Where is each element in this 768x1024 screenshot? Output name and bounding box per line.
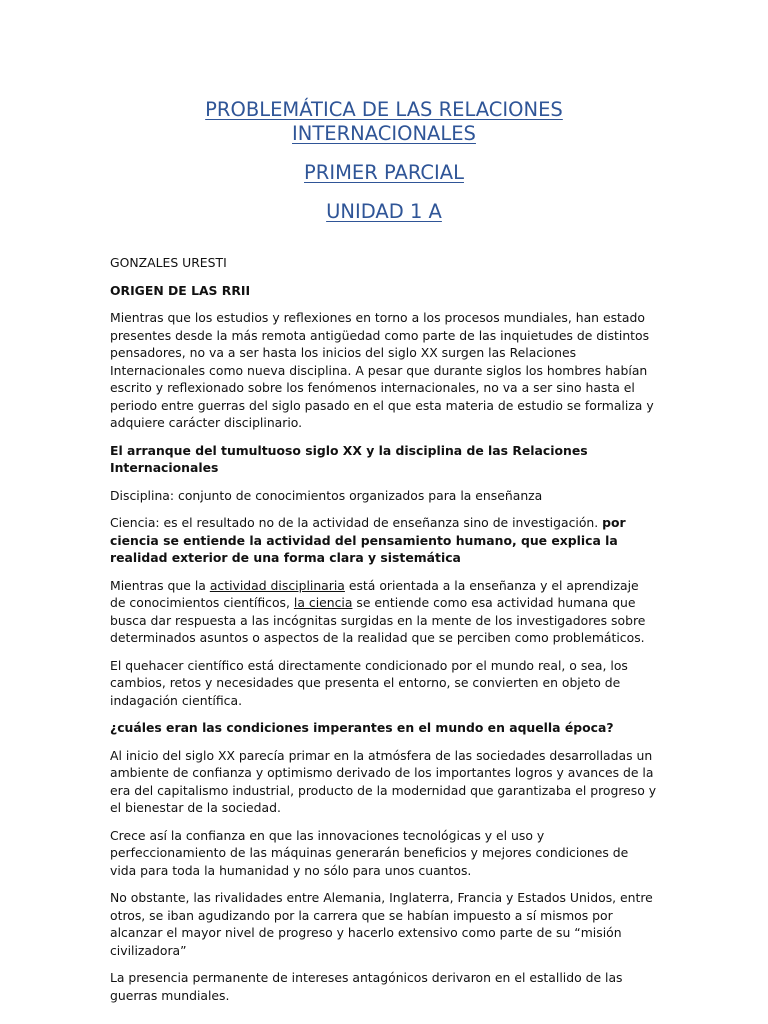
paragraph-inicio-siglo: Al inicio del siglo XX parecía primar en la atmósfera de las sociedades desarrolladas un ambiente de confianza y optimismo derivado de los importantes logros y avances de la era del capitalismo industrial, producto de la modernidad que garantizaba el progreso y el bienestar de la sociedad. [110, 747, 657, 815]
mientras-text-2: está orientada a la enseñanza y el aprendizaje de conocimientos científicos, [110, 577, 639, 610]
subtitle-primer-parcial: PRIMER PARCIAL [304, 161, 464, 184]
paragraph-disciplina: Disciplina: conjunto de conocimientos organizados para la enseñanza [110, 487, 543, 503]
document-body [110, 254, 658, 1004]
author-line: GONZALES URESTI [110, 255, 227, 270]
title-line-1: PROBLEMÁTICA DE LAS RELACIONES [205, 98, 563, 121]
mientras-text-3: se entiende como esa actividad humana que busca dar respuesta a las incógnitas surgidas en la mente de los investigadores sobre determinados asuntos o aspectos de la realidad que se perciben como problemáticos. [110, 595, 646, 645]
underlined-la-ciencia: la ciencia [293, 595, 353, 610]
paragraph-no-obstante: No obstante, las rivalidades entre Alemania, Inglaterra, Francia y Estados Unidos, entre otros, se iban agudizando por la carrera que se habían impuesto a sí mismos por alcanzar el mayor nivel de progreso y hacerlo extensivo como parte de su “misión civilizadora” [110, 890, 653, 958]
paragraph-presencia: La presencia permanente de intereses antagónicos derivaron en el estallido de las guerras mundiales. [110, 970, 623, 1003]
question-heading: ¿cuáles eran las condiciones imperantes en el mundo en aquella época? [110, 720, 614, 735]
section-heading: ORIGEN DE LAS RRII [110, 282, 251, 298]
paragraph-origen: Mientras que los estudios y reflexiones en torno a los procesos mundiales, han estado presentes desde la más remota antigüedad como parte de las inquietudes de distintos pensadores, no va a ser hasta los inicios del siglo XX surgen las Relaciones Internacionales como nueva disciplina. A pesar que durante siglos los hombres habían escrito y reflexionado sobre los fenómenos internacionales, no va a ser sino hasta el periodo entre guerras del siglo pasado en el que esta materia de estudio se formaliza y adquiere carácter disciplinario. [110, 310, 654, 430]
ciencia-definition-text: Ciencia: es el resultado no de la actividad de enseñanza sino de investigación. [110, 515, 603, 530]
paragraph-quehacer: El quehacer científico está directamente condicionado por el mundo real, o sea, los cambios, retos y necesidades que presenta el entorno, se convierten en objeto de indagación científica. [110, 657, 628, 708]
mientras-text-1: Mientras que la [110, 577, 210, 593]
title-line-2: INTERNACIONALES [292, 122, 476, 145]
document-title [110, 98, 658, 146]
underlined-actividad-disciplinaria: actividad disciplinaria [209, 577, 345, 593]
paragraph-crece: Crece así la confianza en que las innovaciones tecnológicas y el uso y perfeccionamiento de las máquinas generarán beneficios y mejores condiciones de vida para toda la humanidad y no sólo para unos cuantos. [110, 827, 629, 878]
paragraph-mientras [110, 577, 658, 647]
ciencia-definition-bold: por ciencia se entiende la actividad del pensamiento humano, que explica la realidad exterior de una forma clara y sistemática [110, 515, 626, 565]
subtitle-unidad: UNIDAD 1 A [326, 200, 442, 223]
heading-arranque: El arranque del tumultuoso siglo XX y la disciplina de las Relaciones Internacionales [110, 442, 588, 475]
paragraph-ciencia [110, 514, 658, 567]
title-block [110, 0, 658, 224]
